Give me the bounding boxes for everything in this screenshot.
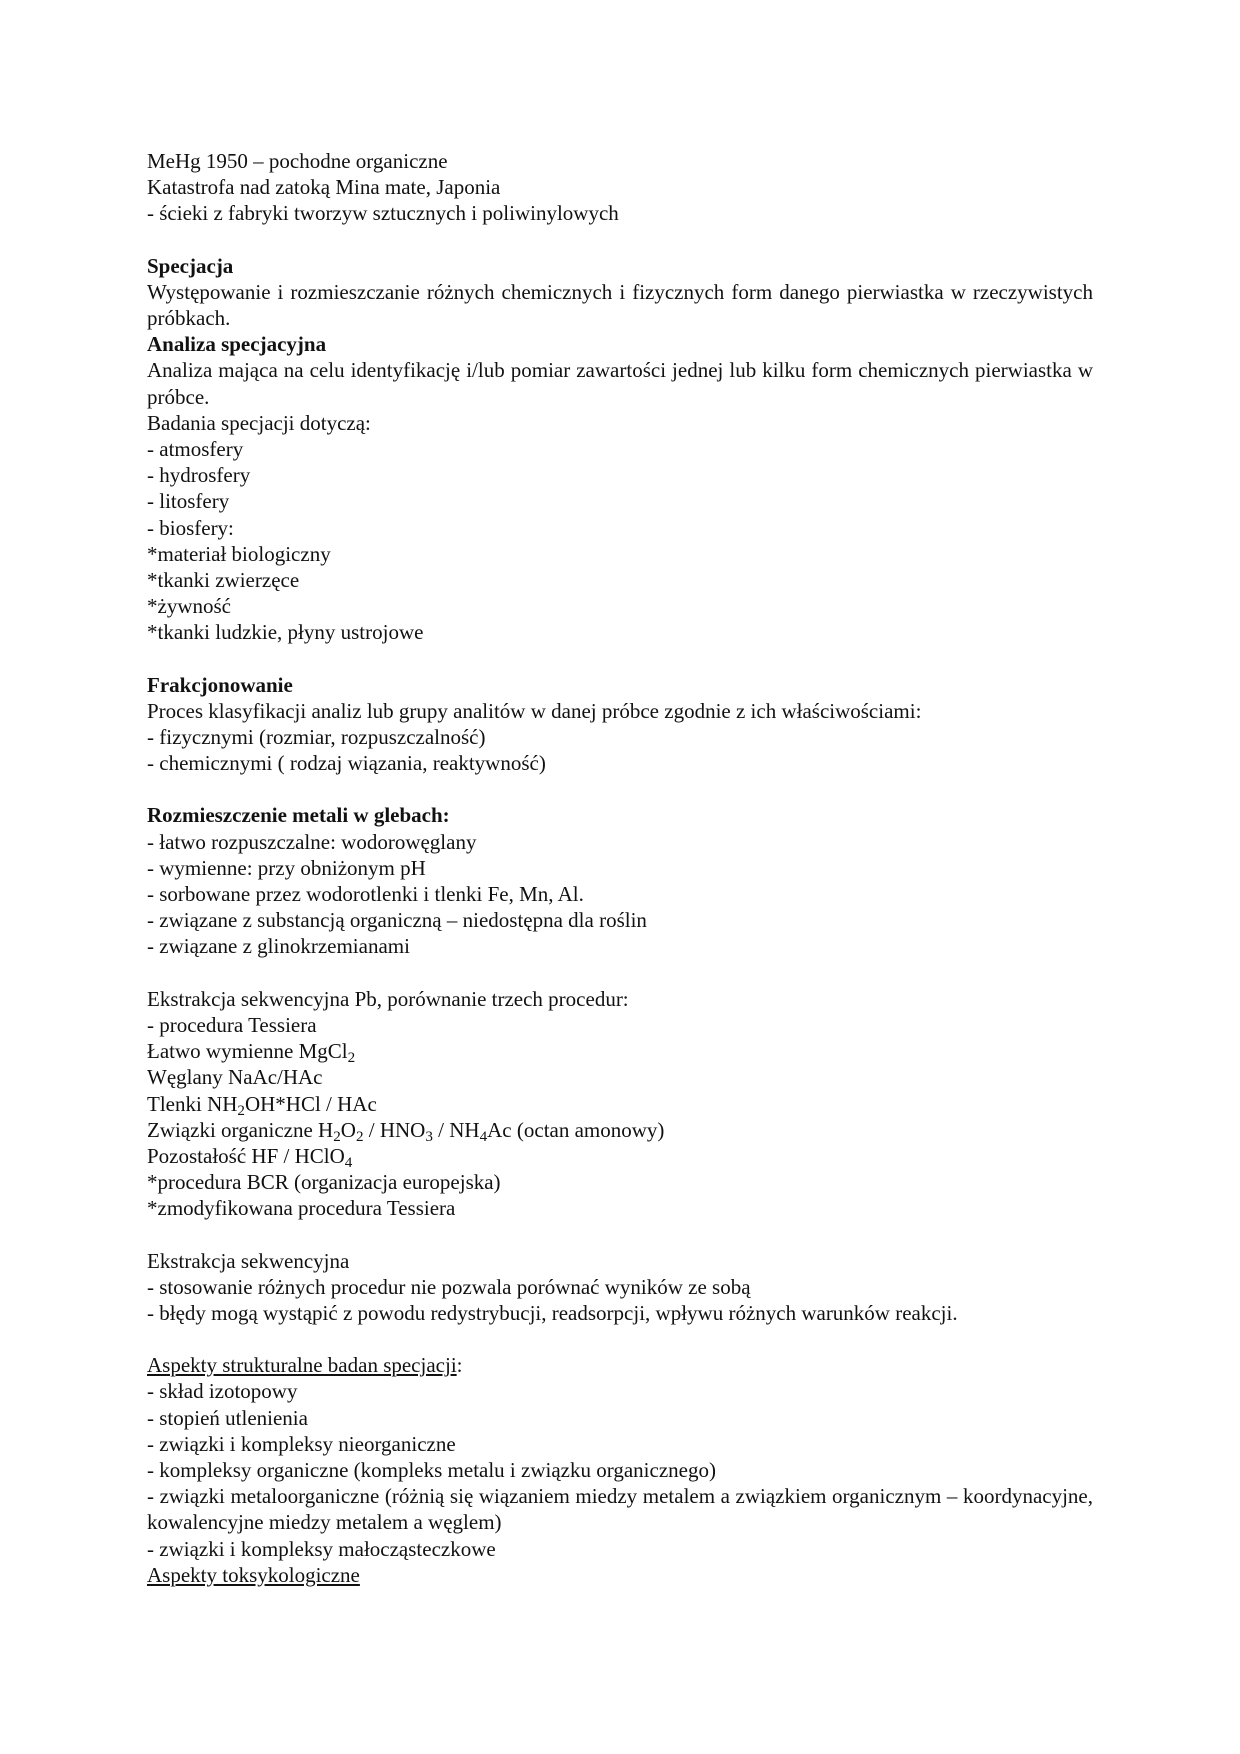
list-item: - związane z glinokrzemianami bbox=[147, 934, 410, 959]
list-item: - chemicznymi ( rodzaj wiązania, reaktywność) bbox=[147, 751, 546, 776]
header-line-2: Katastrofa nad zatoką Mina mate, Japonia bbox=[147, 175, 501, 200]
procedure-step-3: Tlenki $NH_2OH*HCl$ / HAc bbox=[147, 1091, 377, 1119]
list-item: - skład izotopowy bbox=[147, 1379, 298, 1404]
list-item: - związki i kompleksy nieorganiczne bbox=[147, 1431, 456, 1456]
heading-fractionation: Frakcjonowanie bbox=[147, 672, 293, 697]
list-item: - sorbowane przez wodorotlenki i tlenki Fe, Mn, Al. bbox=[147, 882, 584, 907]
header-line-1: MeHg 1950 – pochodne organiczne bbox=[147, 149, 448, 173]
list-item: *żywność bbox=[147, 594, 231, 619]
fractionation-definition: Proces klasyfikacji analiz lub grupy analitów w danej próbce zgodnie z ich właściwościami: bbox=[147, 698, 922, 723]
list-item: *tkanki zwierzęce bbox=[147, 568, 300, 593]
list-item: - stosowanie różnych procedur nie pozwala porównać wyników ze sobą bbox=[147, 1274, 751, 1299]
list-item: - łatwo rozpuszczalne: wodorowęglany bbox=[147, 829, 477, 854]
list-item: - błędy mogą wystąpić z powodu redystrybucji, readsorpcji, wpływu różnych warunków reakcji. bbox=[147, 1300, 958, 1325]
list-item: - biosfery: bbox=[147, 515, 234, 540]
list-item: - kompleksy organiczne (kompleks metalu i związku organicznego) bbox=[147, 1457, 716, 1482]
speciation-definition: Występowanie i rozmieszczanie różnych chemicznych i fizycznych form danego pierwiastka w rzeczywistych próbkach. bbox=[147, 279, 1093, 331]
list-item: - atmosfery bbox=[147, 437, 244, 462]
list-item: *materiał biologiczny bbox=[147, 541, 331, 566]
heading-toxicological-aspects: Aspekty toksykologiczne bbox=[147, 1562, 360, 1587]
list-item: - fizycznymi (rozmiar, rozpuszczalność) bbox=[147, 725, 486, 750]
speciation-intro: Badania specjacji dotyczą: bbox=[147, 410, 371, 435]
heading-soil-metals: Rozmieszczenie metali w glebach: bbox=[147, 803, 450, 828]
procedure-step-2: Węglany NaAc/HAc bbox=[147, 1065, 323, 1090]
seq-extraction-title: Ekstrakcja sekwencyjna bbox=[147, 1248, 350, 1273]
list-item: - związki i kompleksy małocząsteczkowe bbox=[147, 1536, 496, 1561]
header-line-3: - ścieki z fabryki tworzyw sztucznych i poliwinylowych bbox=[147, 201, 619, 226]
document-body bbox=[147, 148, 1093, 1588]
procedure-step-1: Łatwo wymienne MgCl$_2$ bbox=[147, 1039, 356, 1067]
heading-speciation: Specjacja bbox=[147, 253, 234, 278]
list-item: - wymienne: przy obniżonym pH bbox=[147, 855, 426, 880]
list-item: - procedura Tessiera bbox=[147, 1012, 317, 1037]
procedure-step-4: Związki organiczne $H_2O_2 / HNO_3 / NH_4Ac$ (octan amonowy) bbox=[147, 1117, 665, 1145]
speciation-analysis-definition: Analiza mająca na celu identyfikację i/lub pomiar zawartości jednej lub kilku form chemicznych pierwiastka w próbce. bbox=[147, 358, 1093, 409]
list-item: - litosfery bbox=[147, 489, 230, 514]
list-item: *tkanki ludzkie, płyny ustrojowe bbox=[147, 620, 424, 645]
list-item: *procedura BCR (organizacja europejska) bbox=[147, 1170, 501, 1195]
list-item: *zmodyfikowana procedura Tessiera bbox=[147, 1196, 456, 1221]
heading-speciation-analysis: Analiza specjacyjna bbox=[147, 332, 327, 357]
list-item: - związane z substancją organiczną – niedostępna dla roślin bbox=[147, 908, 647, 933]
procedure-step-5: Pozostałość HF / HClO$_4$ bbox=[147, 1143, 353, 1172]
list-item: - hydrosfery bbox=[147, 463, 251, 488]
list-item: - związki metaloorganiczne (różnią się wiązaniem miedzy metalem a związkiem organicznym – koordynacyjne, kowalencyjne miedzy metalem a węglem) bbox=[147, 1484, 1093, 1535]
pb-extraction-intro: Ekstrakcja sekwencyjna Pb, porównanie trzech procedur: bbox=[147, 986, 629, 1011]
heading-structural-aspects: Aspekty strukturalne badan specjacji: bbox=[147, 1353, 463, 1378]
list-item: - stopień utlenienia bbox=[147, 1405, 308, 1430]
